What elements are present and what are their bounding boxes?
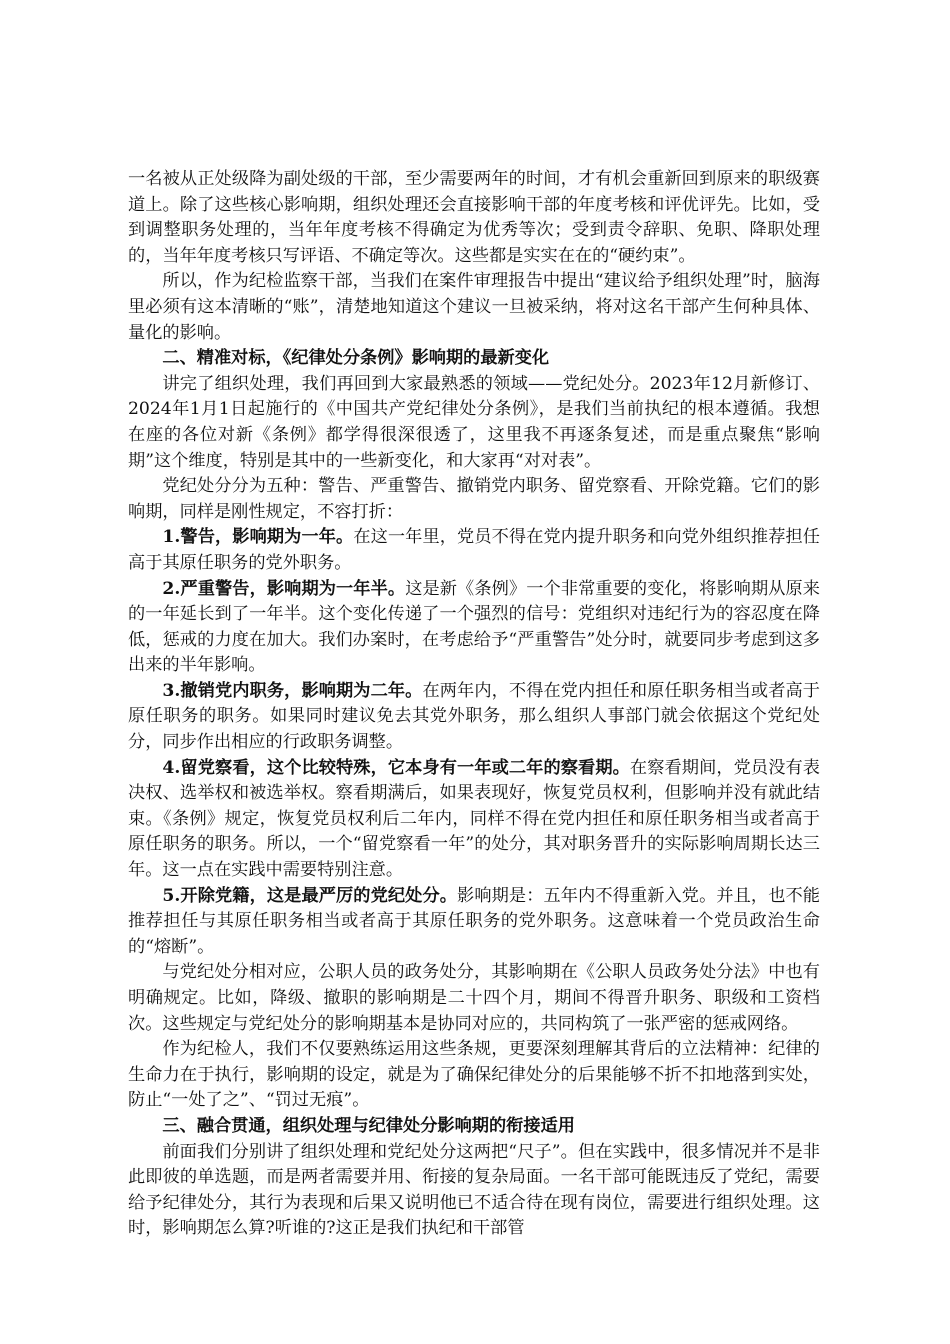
list-item-lead: 5.开除党籍，这是最严厉的党纪处分。 [162,885,458,906]
list-item [128,577,820,679]
list-item-lead: 1.警告，影响期为一年。 [162,527,354,548]
list-item-lead: 3.撤销党内职务，影响期为二年。 [162,680,423,701]
section-heading: 二、精准对标，《纪律处分条例》影响期的最新变化 [162,348,550,369]
list-item-text: 影响期是：五年内不得重新入党。并且，也不能推荐担任与其原任职务相当或者高于其原任职务的党外职务。这意味着一个党员政治生命的“熔断”。 [128,885,820,957]
paragraph: 所以，作为纪检监察干部，当我们在案件审理报告中提出“建议给予组织处理”时，脑海里必须有这本清晰的“账”，清楚地知道这个建议一旦被采纳，将对这名干部产生何种具体、量化的影响。 [128,271,820,343]
paragraph: 一名被从正处级降为副处级的干部，至少需要两年的时间，才有机会重新回到原来的职级赛道上。除了这些核心影响期，组织处理还会直接影响干部的年度考核和评优评先。比如，受到调整职务处理的，当年年度考核不得确定为优秀等次；受到责令辞职、免职、降职处理的，当年年度考核只写评语、不确定等次。这些都是实实在在的“硬约束”。 [128,169,820,266]
list-item-text: 在两年内，不得在党内担任和原任职务相当或者高于原任职务的职务。如果同时建议免去其党外职务，那么组织人事部门就会依据这个党纪处分，同步作出相应的行政职务调整。 [128,680,820,753]
list-item [128,756,820,884]
list-item [128,679,820,756]
list-item [128,525,820,576]
paragraph: 前面我们分别讲了组织处理和党纪处分这两把“尺子”。但在实践中，很多情况并不是非此即彼的单选题，而是两者需要并用、衔接的复杂局面。一名干部可能既违反了党纪，需要给予纪律处分，其行为表现和后果又说明他已不适合待在现有岗位，需要进行组织处理。这时，影响期怎么算?听谁的?这正是我们执纪和干部管 [128,1141,820,1239]
paragraph: 讲完了组织处理，我们再回到大家最熟悉的领域——党纪处分。2023年12月新修订、2024年1月1日起施行的《中国共产党纪律处分条例》，是我们当前执纪的根本遵循。我想在座的各位对新《条例》都学得很深很透了，这里我不再逐条复述，而是重点聚焦“影响期”这个维度，特别是其中的一些新变化，和大家再“对对表”。 [128,373,820,471]
list-item [128,884,820,961]
list-item-text: 在察看期间，党员没有表决权、选举权和被选举权。察看期满后，如果表现好，恢复党员权利，但影响并没有就此结束。《条例》规定，恢复党员权利后二年内，同样不得在党内担任和原任职务相当或者高于原任职务的职务。所以，一个“留党察看一年”的处分，其对职务晋升的实际影响周期长达三年。这一点在实践中需要特别注意。 [128,757,820,881]
list-item-lead: 4.留党察看，这个比较特殊，它本身有一年或二年的察看期。 [162,757,630,778]
list-item-lead: 2.严重警告，影响期为一年半。 [162,578,406,599]
list-item-text: 这是新《条例》一个非常重要的变化，将影响期从原来的一年延长到了一年半。这个变化传递了一个强烈的信号：党组织对违纪行为的容忍度在降低，惩戒的力度在加大。我们办案时，在考虑给予“严重警告”处分时，就要同步考虑到这多出来的半年影响。 [128,578,820,676]
document-body [128,167,820,1242]
paragraph: 党纪处分分为五种：警告、严重警告、撤销党内职务、留党察看、开除党籍。它们的影响期，同样是刚性规定，不容打折： [128,476,820,522]
paragraph: 与党纪处分相对应，公职人员的政务处分，其影响期在《公职人员政务处分法》中也有明确规定。比如，降级、撤职的影响期是二十四个月，期间不得晋升职务、职级和工资档次。这些规定与党纪处分的影响期基本是协同对应的，共同构筑了一张严密的惩戒网络。 [128,962,820,1034]
paragraph: 作为纪检人，我们不仅要熟练运用这些条规，更要深刻理解其背后的立法精神：纪律的生命力在于执行，影响期的设定，就是为了确保纪律处分的后果能够不折不扣地落到实处，防止“一处了之”、“罚过无痕”。 [128,1039,820,1111]
list-item-text: 在这一年里，党员不得在党内提升职务和向党外组织推荐担任高于其原任职务的党外职务。 [128,527,820,573]
section-heading: 三、融合贯通，组织处理与纪律处分影响期的衔接适用 [162,1115,575,1136]
